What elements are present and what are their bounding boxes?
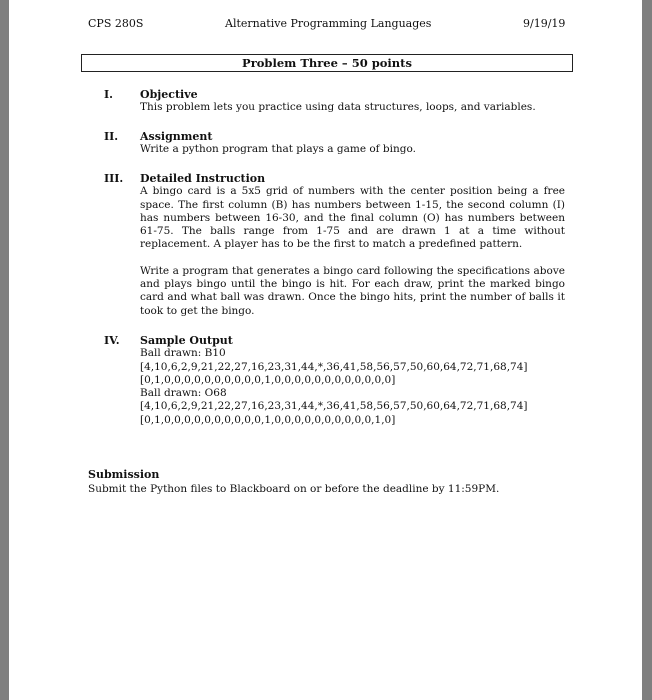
sample-output-line: Ball drawn: O68 [140,387,227,400]
document-title: Alternative Programming Languages [225,17,432,30]
instruction-paragraph-1: A bingo card is a 5x5 grid of numbers with the center position being a free space. The first column (B) has numbers between 1-15, the second column (I) has numbers between 16-30, and the final column (O) has numbers between 61-75. The balls range from 1-75 and are drawn 1 at a time without replacement. A player has to be the first to match a predefined pattern. [140,185,565,251]
course-code: CPS 280S [88,17,144,30]
section-heading: Detailed Instruction [140,172,266,185]
instruction-paragraph-2: Write a program that generates a bingo card following the specifications above and plays bingo until the bingo is hit. For each draw, print the marked bingo card and what ball was drawn. Once the bingo hits, print the number of balls it took to get the bingo. [140,264,565,317]
document-date: 9/19/19 [523,17,566,30]
section-numeral: I. [104,88,113,101]
section-heading: Objective [140,88,198,101]
submission-text: Submit the Python files to Blackboard on or before the deadline by 11:59PM. [88,483,500,495]
submission-heading: Submission [88,468,160,481]
sample-output-line: Ball drawn: B10 [140,347,226,360]
section-numeral: III. [104,172,124,185]
section-heading: Sample Output [140,334,233,347]
sample-output-line: [0,1,0,0,0,0,0,0,0,0,0,0,1,0,0,0,0,0,0,0,0,0,0,0,0] [140,373,396,386]
document-page [9,0,642,700]
sample-output-line: [0,1,0,0,0,0,0,0,0,0,0,0,1,0,0,0,0,0,0,0,0,0,0,1,0] [140,413,396,426]
submission-section [88,468,499,496]
section-heading: Assignment [140,130,213,143]
sample-output-line: [4,10,6,2,9,21,22,27,16,23,31,44,*,36,41,58,56,57,50,60,64,72,71,68,74] [140,360,528,373]
problem-title: Problem Three – 50 points [81,54,573,72]
section-numeral: II. [104,130,119,143]
section-text: This problem lets you practice using data structures, loops, and variables. [140,101,536,114]
section-numeral: IV. [104,334,120,347]
section-text: Write a python program that plays a game of bingo. [140,143,416,156]
sample-output-line: [4,10,6,2,9,21,22,27,16,23,31,44,*,36,41,58,56,57,50,60,64,72,71,68,74] [140,400,528,413]
